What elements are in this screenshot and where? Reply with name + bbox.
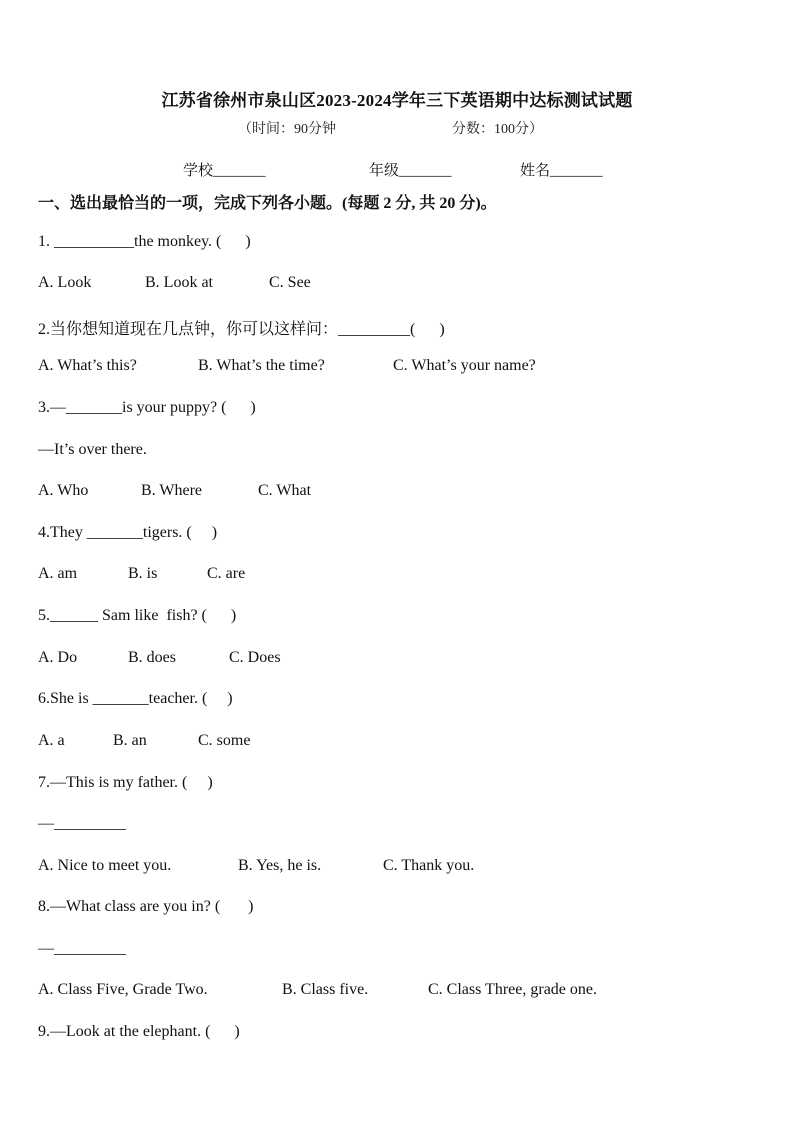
question-3-option-b[interactable]: B. Where [141,482,203,499]
question-5-option-b[interactable]: B. does [128,649,176,666]
question-8-stem: 8.—What class are you in? ( ) [38,898,254,915]
question-4-option-a[interactable]: A. am [38,565,78,582]
question-7-response: —_________ [38,815,126,832]
question-3-option-a[interactable]: A. Who [38,482,89,499]
question-4-stem: 4.They _______tigers. ( ) [38,524,218,541]
page-title: 江苏省徐州市泉山区2023-2024学年三下英语期中达标测试试题 [161,91,633,110]
exam-score: 分数：100分） [452,122,543,137]
question-1-option-b[interactable]: B. Look at [145,274,213,291]
exam-time: （时间：90分钟 [238,122,336,137]
question-1-option-c[interactable]: C. See [269,274,311,291]
school-field[interactable]: 学校_______ [183,163,266,179]
question-6-option-a[interactable]: A. a [38,732,65,749]
name-field[interactable]: 姓名_______ [520,163,603,179]
question-7-stem: 7.—This is my father. ( ) [38,774,213,791]
question-5-option-a[interactable]: A. Do [38,649,78,666]
question-4-option-b[interactable]: B. is [128,565,158,582]
question-8-response: —_________ [38,940,126,957]
question-6-option-c[interactable]: C. some [198,732,251,749]
question-3-stem: 3.—_______is your puppy? ( ) [38,399,256,416]
question-9-stem: 9.—Look at the elephant. ( ) [38,1023,240,1040]
question-5-stem: 5.______ Sam like fish? ( ) [38,607,237,624]
section-title: 一、选出最恰当的一项，完成下列各小题。(每题 2 分, 共 20 分)。 [38,195,497,212]
question-7-option-c[interactable]: C. Thank you. [383,857,475,874]
question-2-option-c[interactable]: C. What’s your name? [393,357,536,374]
question-6-option-b[interactable]: B. an [113,732,147,749]
question-8-option-a[interactable]: A. Class Five, Grade Two. [38,981,208,998]
question-8-option-b[interactable]: B. Class five. [282,981,369,998]
grade-field[interactable]: 年级_______ [369,163,452,179]
question-1-option-a[interactable]: A. Look [38,274,92,291]
question-2-stem: 2.当你想知道现在几点钟，你可以这样问：_________( ) [38,321,445,338]
question-5-option-c[interactable]: C. Does [229,649,281,666]
question-1-stem: 1. __________the monkey. ( ) [38,233,251,250]
question-6-stem: 6.She is _______teacher. ( ) [38,690,233,707]
question-4-option-c[interactable]: C. are [207,565,246,582]
question-7-option-a[interactable]: A. Nice to meet you. [38,857,172,874]
question-8-option-c[interactable]: C. Class Three, grade one. [428,981,597,998]
question-2-option-a[interactable]: A. What’s this? [38,357,137,374]
question-3-response: —It’s over there. [38,441,147,458]
question-2-option-b[interactable]: B. What’s the time? [198,357,325,374]
question-7-option-b[interactable]: B. Yes, he is. [238,857,322,874]
question-3-option-c[interactable]: C. What [258,482,312,499]
